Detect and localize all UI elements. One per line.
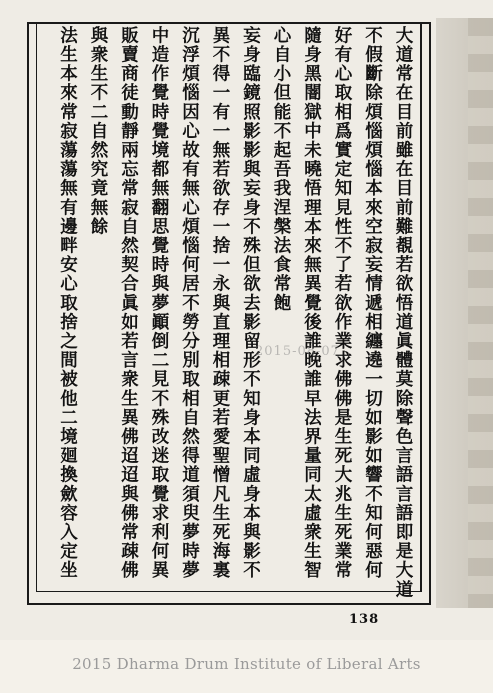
vertical-text-body [40,26,422,599]
binding-shadow [468,18,493,608]
text-column-10: 販賣商徒動靜兩忘常寂自然契合眞如若言衆生異佛迢迢與佛常疎佛 [118,26,139,580]
text-column-9: 中造作覺時覺境都無翻思覺時與夢顚倒二見不殊改迷取覺求利何異 [149,26,169,580]
text-column-2: 不假斷除煩惱煩惱本來空寂妄情遞相纏遶一切如影如響不知何惡何 [362,26,383,580]
text-column-8: 沉浮煩惱因心故有無心煩惱何居不勞分別取相自然得道須臾夢時夢 [179,26,200,580]
text-column-7: 異不得一有一無若欲存一捨一永與直理相疎更若愛聖憎凡生死海裏 [210,26,230,580]
text-column-12: 法生本來常寂蕩蕩無有邊畔安心取捨之間被他二境廻換歛容入定坐 [57,26,78,580]
text-column-6: 妄身臨鏡照影影與妄身不殊但欲去影留形不知身本同虛身本與影不 [240,26,261,580]
text-column-1: 大道常在目前雖在目前難覩若欲悟道眞體莫除聲色言語言語即是大道 [393,26,413,599]
page-number: 138 [349,612,380,627]
copyright-credit: 2015 Dharma Drum Institute of Liberal Arts [72,655,421,673]
text-column-5: 心自小但能不起吾我涅槃法食常飽 [271,26,291,313]
text-column-3: 好有心取相爲實定知見性不了若欲作業求佛佛是生死大兆生死業常 [332,26,352,580]
text-column-11: 與衆生不二自然究竟無餘 [88,26,108,237]
scan-date-watermark: 2015-08-07 [255,344,340,359]
text-column-4: 隨身黑闇獄中未曉悟理本來無異覺後誰晚誰早法界量同太虛衆生智 [301,26,322,580]
